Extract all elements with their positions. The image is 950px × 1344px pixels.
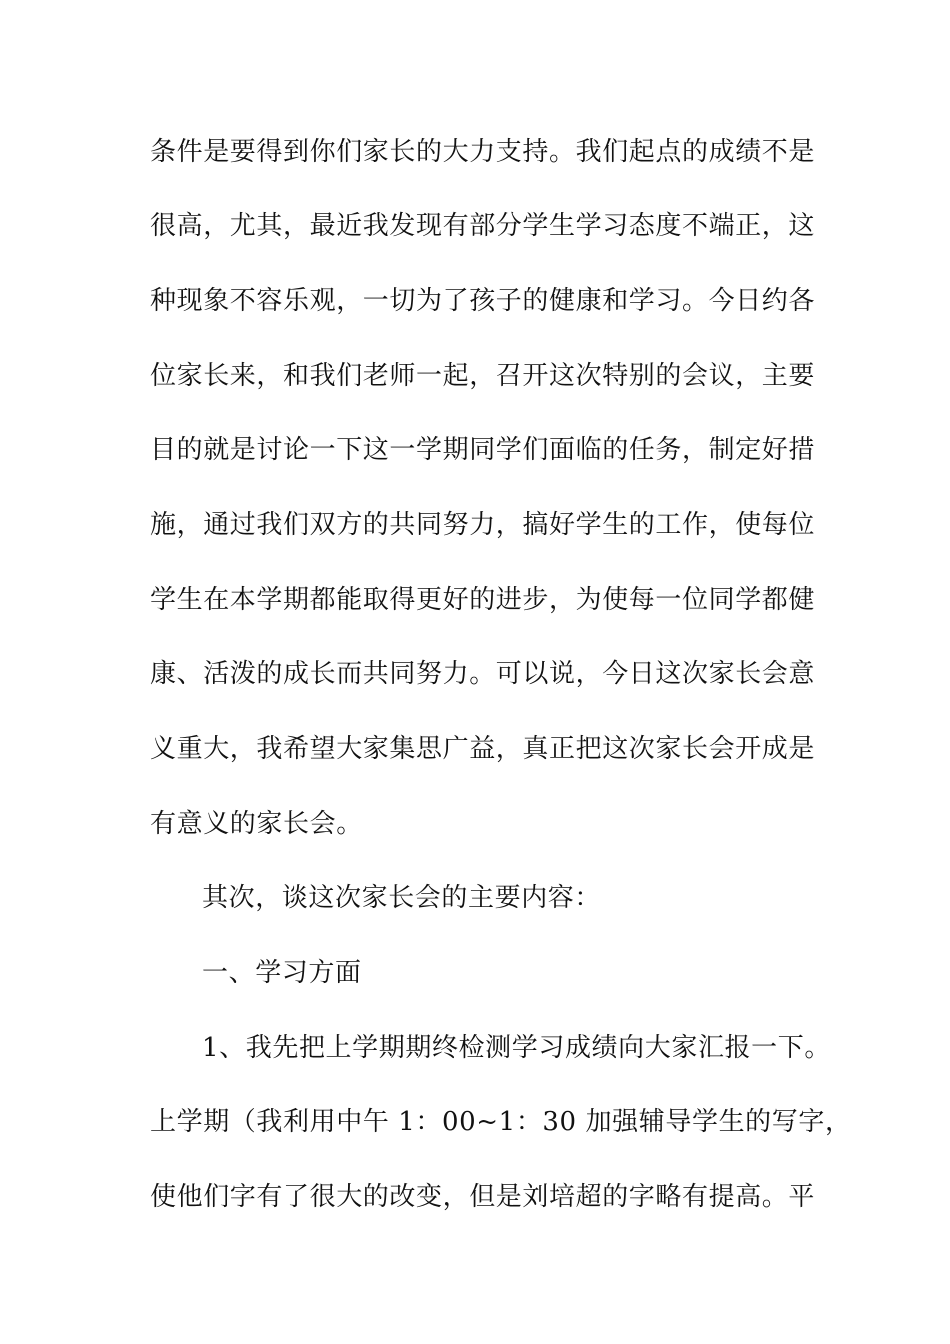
- paragraph-line: 上学期（我利用中午 1：00~1：30 加强辅导学生的写字，: [150, 1107, 852, 1137]
- section-heading: 一、学习方面: [202, 958, 362, 988]
- paragraph-line: 很高，尤其，最近我发现有部分学生学习态度不端正，这: [150, 211, 816, 241]
- paragraph-line: 种现象不容乐观，一切为了孩子的健康和学习。今日约各: [150, 286, 816, 316]
- paragraph-line: 学生在本学期都能取得更好的进步，为使每一位同学都健: [150, 585, 816, 615]
- paragraph-line: 条件是要得到你们家长的大力支持。我们起点的成绩不是: [150, 137, 816, 167]
- paragraph-line: 位家长来，和我们老师一起，召开这次特别的会议，主要: [150, 361, 816, 391]
- numbered-item-line: 1、我先把上学期期终检测学习成绩向大家汇报一下。: [202, 1033, 831, 1063]
- paragraph-line: 义重大，我希望大家集思广益，真正把这次家长会开成是: [150, 734, 816, 764]
- paragraph-line: 施，通过我们双方的共同努力，搞好学生的工作，使每位: [150, 510, 816, 540]
- paragraph-line: 康、活泼的成长而共同努力。可以说，今日这次家长会意: [150, 659, 816, 689]
- section-intro-line: 其次，谈这次家长会的主要内容：: [202, 883, 602, 913]
- paragraph-line: 目的就是讨论一下这一学期同学们面临的任务，制定好措: [150, 435, 816, 465]
- paragraph-line: 有意义的家长会。: [150, 809, 363, 839]
- paragraph-line: 使他们字有了很大的改变，但是刘培超的字略有提高。平: [150, 1182, 816, 1212]
